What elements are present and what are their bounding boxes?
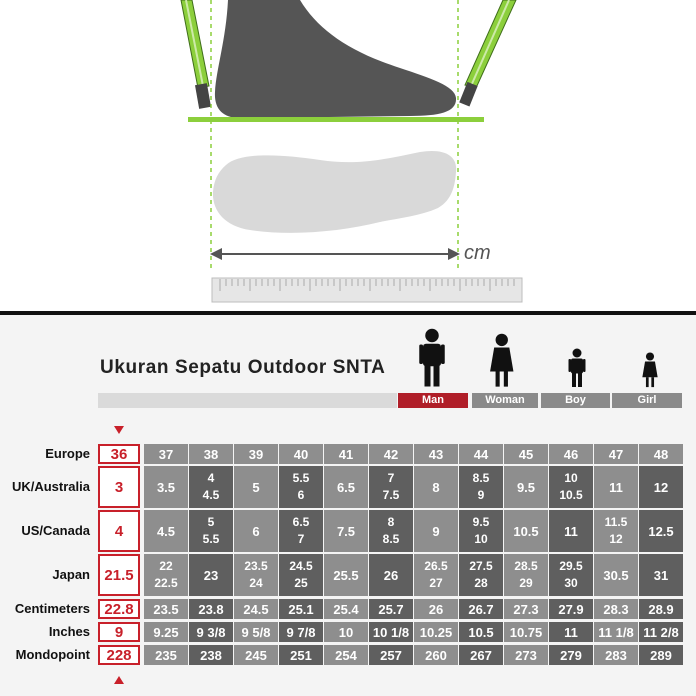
table-cell: 6 xyxy=(234,510,278,552)
table-cell: 3.5 xyxy=(144,466,188,508)
table-cell: 44 xyxy=(459,444,503,464)
table-cell: 28.9 xyxy=(639,599,683,619)
table-cell: 283 xyxy=(594,645,638,665)
table-cell: 4 4.5 xyxy=(189,466,233,508)
table-cell: 9.25 xyxy=(144,622,188,642)
table-cell: 27.3 xyxy=(504,599,548,619)
gender-label-boy: Boy xyxy=(541,393,610,408)
table-cell: 251 xyxy=(279,645,323,665)
footprint-silhouette xyxy=(213,151,456,233)
row-label-uk-australia: UK/Australia xyxy=(11,479,90,494)
highlight-cell: 21.5 xyxy=(98,554,140,596)
left-caliper-arm xyxy=(181,0,211,109)
table-cell: 26.7 xyxy=(459,599,503,619)
table-cell: 279 xyxy=(549,645,593,665)
table-cell: 9 3/8 xyxy=(189,622,233,642)
table-cell: 4.5 xyxy=(144,510,188,552)
table-cell: 11 xyxy=(594,466,638,508)
table-cell: 257 xyxy=(369,645,413,665)
up-arrow-marker xyxy=(114,676,124,684)
table-cell: 23 xyxy=(189,554,233,596)
ruler xyxy=(212,278,522,302)
foot-side-silhouette xyxy=(215,0,456,118)
table-cell: 7 7.5 xyxy=(369,466,413,508)
table-cell: 38 xyxy=(189,444,233,464)
table-cell: 23.5 24 xyxy=(234,554,278,596)
table-cell: 10.5 xyxy=(459,622,503,642)
table-cell: 9 5/8 xyxy=(234,622,278,642)
table-cell: 24.5 xyxy=(234,599,278,619)
table-cell: 10.75 xyxy=(504,622,548,642)
table-cell: 5 5.5 xyxy=(189,510,233,552)
table-cell: 5 xyxy=(234,466,278,508)
table-cell: 9 xyxy=(414,510,458,552)
table-cell: 7.5 xyxy=(324,510,368,552)
table-cell: 12 xyxy=(639,466,683,508)
table-cell: 26.5 27 xyxy=(414,554,458,596)
table-cell: 10.25 xyxy=(414,622,458,642)
foot-measure-drawing xyxy=(0,0,696,312)
table-cell: 27.9 xyxy=(549,599,593,619)
row-label-japan: Japan xyxy=(52,567,90,582)
table-cell: 46 xyxy=(549,444,593,464)
table-cell: 23.8 xyxy=(189,599,233,619)
table-cell: 238 xyxy=(189,645,233,665)
table-cell: 22 22.5 xyxy=(144,554,188,596)
foot-measurement-illustration xyxy=(0,0,696,312)
girl-icon xyxy=(641,352,659,393)
chart-title: Ukuran Sepatu Outdoor SNTA xyxy=(100,357,386,378)
title-underline-bar xyxy=(98,393,397,408)
table-cell: 25.5 xyxy=(324,554,368,596)
highlight-cell: 3 xyxy=(98,466,140,508)
table-cell: 28.3 xyxy=(594,599,638,619)
table-cell: 41 xyxy=(324,444,368,464)
table-cell: 25.7 xyxy=(369,599,413,619)
row-label-mondopoint: Mondopoint xyxy=(15,647,90,662)
table-cell: 289 xyxy=(639,645,683,665)
row-label-europe: Europe xyxy=(45,446,90,461)
table-cell: 42 xyxy=(369,444,413,464)
table-cell: 11 2/8 xyxy=(639,622,683,642)
table-cell: 8 xyxy=(414,466,458,508)
row-label-centimeters: Centimeters xyxy=(14,601,90,616)
table-cell: 245 xyxy=(234,645,278,665)
table-cell: 9.5 10 xyxy=(459,510,503,552)
table-cell: 29.5 30 xyxy=(549,554,593,596)
table-cell: 5.5 6 xyxy=(279,466,323,508)
down-arrow-marker xyxy=(114,426,124,434)
table-cell: 45 xyxy=(504,444,548,464)
table-cell: 11 xyxy=(549,510,593,552)
table-cell: 43 xyxy=(414,444,458,464)
table-cell: 6.5 7 xyxy=(279,510,323,552)
table-cell: 260 xyxy=(414,645,458,665)
table-cell: 6.5 xyxy=(324,466,368,508)
gender-label-woman: Woman xyxy=(472,393,538,408)
table-cell: 37 xyxy=(144,444,188,464)
highlight-cell: 4 xyxy=(98,510,140,552)
table-cell: 8 8.5 xyxy=(369,510,413,552)
man-icon xyxy=(417,328,447,393)
table-cell: 48 xyxy=(639,444,683,464)
table-cell: 47 xyxy=(594,444,638,464)
table-cell: 12.5 xyxy=(639,510,683,552)
table-cell: 9.5 xyxy=(504,466,548,508)
table-cell: 26 xyxy=(414,599,458,619)
table-cell: 23.5 xyxy=(144,599,188,619)
table-cell: 10.5 xyxy=(504,510,548,552)
right-caliper-arm xyxy=(459,0,516,106)
highlight-cell: 228 xyxy=(98,645,140,665)
unit-label: cm xyxy=(464,242,491,264)
table-cell: 10 10.5 xyxy=(549,466,593,508)
table-cell: 25.4 xyxy=(324,599,368,619)
row-label-us-canada: US/Canada xyxy=(21,523,90,538)
highlight-cell: 22.8 xyxy=(98,599,140,619)
gender-label-girl: Girl xyxy=(612,393,682,408)
table-cell: 28.5 29 xyxy=(504,554,548,596)
measure-base-line xyxy=(188,117,484,122)
table-cell: 40 xyxy=(279,444,323,464)
table-cell: 24.5 25 xyxy=(279,554,323,596)
table-cell: 267 xyxy=(459,645,503,665)
table-cell: 8.5 9 xyxy=(459,466,503,508)
table-cell: 30.5 xyxy=(594,554,638,596)
table-cell: 25.1 xyxy=(279,599,323,619)
highlight-cell: 36 xyxy=(98,444,140,464)
table-cell: 31 xyxy=(639,554,683,596)
boy-icon xyxy=(567,348,587,393)
table-cell: 11 xyxy=(549,622,593,642)
table-cell: 9 7/8 xyxy=(279,622,323,642)
table-cell: 10 xyxy=(324,622,368,642)
table-cell: 39 xyxy=(234,444,278,464)
table-cell: 26 xyxy=(369,554,413,596)
table-cell: 11.5 12 xyxy=(594,510,638,552)
table-cell: 27.5 28 xyxy=(459,554,503,596)
gender-label-man: Man xyxy=(398,393,468,408)
table-cell: 273 xyxy=(504,645,548,665)
table-cell: 235 xyxy=(144,645,188,665)
row-label-inches: Inches xyxy=(48,624,90,639)
table-cell: 11 1/8 xyxy=(594,622,638,642)
woman-icon xyxy=(488,333,516,393)
table-cell: 254 xyxy=(324,645,368,665)
table-cell: 10 1/8 xyxy=(369,622,413,642)
highlight-cell: 9 xyxy=(98,622,140,642)
